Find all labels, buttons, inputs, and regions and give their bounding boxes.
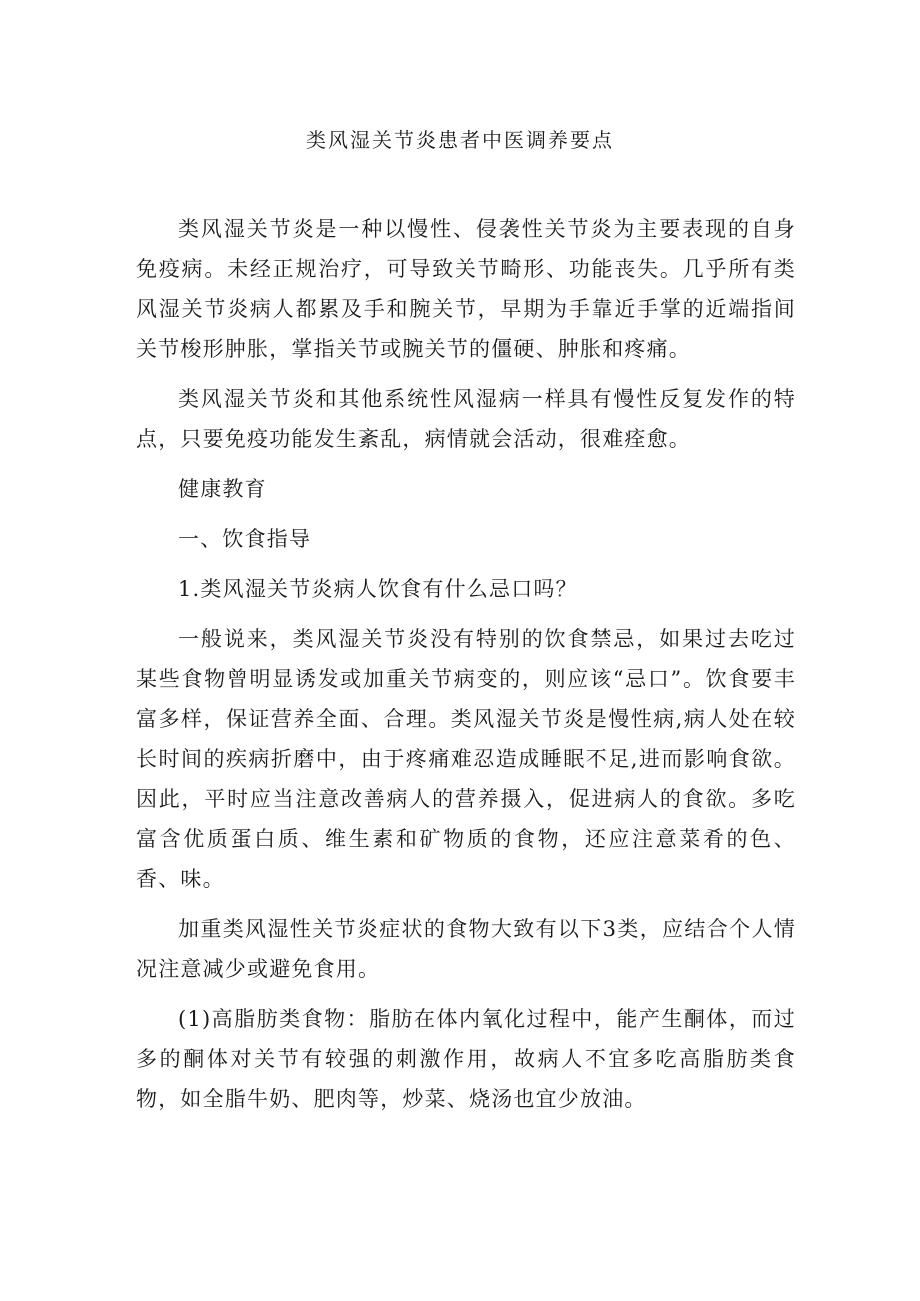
section-heading-health-education: 健康教育 xyxy=(178,477,267,501)
document-body xyxy=(136,209,796,1129)
section-heading-diet-guidance: 一、饮食指导 xyxy=(178,527,312,551)
document-title: 类风湿关节炎患者中医调养要点 xyxy=(306,128,614,152)
paragraph-chronic: 类风湿关节炎和其他系统性风湿病一样具有慢性反复发作的特点，只要免疫功能发生紊乱，病情就会活动，很难痊愈。 xyxy=(136,387,796,451)
paragraph-food-categories: 加重类风湿性关节炎症状的食物大致有以下3类，应结合个人情况注意减少或避免食用。 xyxy=(136,917,796,981)
paragraph-high-fat-food: (1)高脂肪类食物：脂肪在体内氧化过程中，能产生酮体，而过多的酮体对关节有较强的刺激作用，故病人不宜多吃高脂肪类食物，如全脂牛奶、肥肉等，炒菜、烧汤也宜少放油。 xyxy=(136,1007,796,1111)
question-heading: 1.类风湿关节炎病人饮食有什么忌口吗？ xyxy=(178,577,578,601)
paragraph-intro: 类风湿关节炎是一种以慢性、侵袭性关节炎为主要表现的自身免疫病。未经正规治疗，可导致关节畸形、功能丧失。几乎所有类风湿关节炎病人都累及手和腕关节，早期为手靠近手掌的近端指间关节梭形肿胀，掌指关节或腕关节的僵硬、肿胀和疼痛。 xyxy=(136,217,796,361)
paragraph-diet-answer: 一般说来，类风湿关节炎没有特别的饮食禁忌，如果过去吃过某些食物曾明显诱发或加重关节病变的，则应该“忌口”。饮食要丰富多样，保证营养全面、合理。类风湿关节炎是慢性病,病人处在较长时间的疾病折磨中，由于疼痛难忍造成睡眠不足,进而影响食欲。因此，平时应当注意改善病人的营养摄入，促进病人的食欲。多吃富含优质蛋白质、维生素和矿物质的食物，还应注意菜肴的色、香、味。 xyxy=(136,627,796,891)
